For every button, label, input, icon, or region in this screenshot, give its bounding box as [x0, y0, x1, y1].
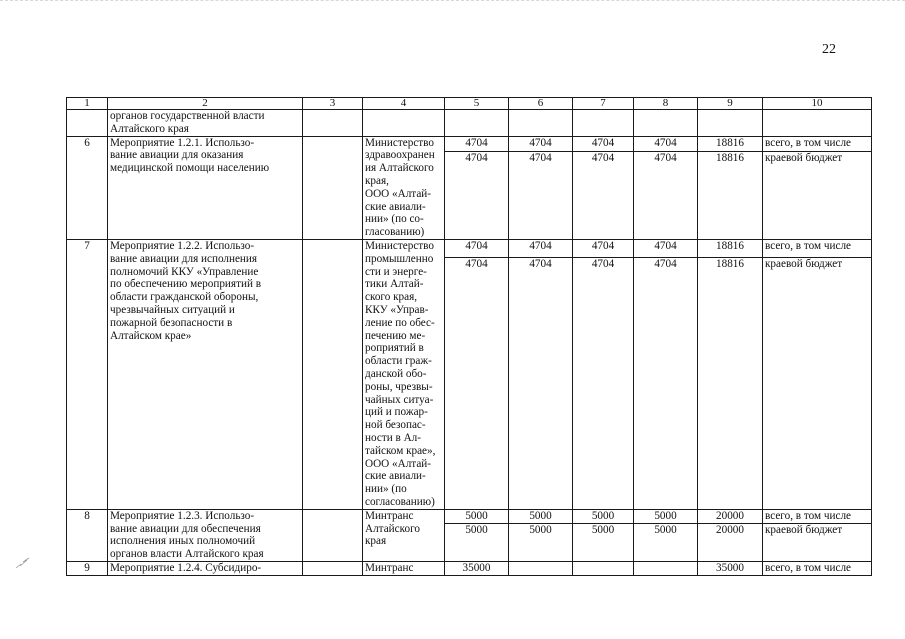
- table-row-7: [67, 239, 872, 257]
- total-cell: 18816: [698, 151, 763, 239]
- header-cell: 9: [698, 98, 763, 110]
- value-cell: 5000: [445, 509, 509, 523]
- value-cell: [573, 561, 634, 575]
- value-cell: 4704: [573, 239, 634, 257]
- value-cell: 4704: [634, 136, 698, 151]
- total-cell: 18816: [698, 239, 763, 257]
- value-cell: 4704: [634, 151, 698, 239]
- measure-text: Мероприятие 1.2.3. Использо- вание авиации для обеспечения исполнения иных полномочий органов власти Алтайского края: [108, 509, 303, 561]
- value-cell: 4704: [445, 257, 509, 509]
- value-cell: 4704: [573, 257, 634, 509]
- value-cell: 4704: [509, 136, 573, 151]
- empty-cell: [303, 561, 363, 575]
- value-cell: 4704: [445, 151, 509, 239]
- source-cell: краевой бюджет: [763, 151, 872, 239]
- total-cell: 18816: [698, 136, 763, 151]
- table-row-9: [67, 561, 872, 575]
- empty-cell: [303, 110, 363, 137]
- header-cell: 4: [363, 98, 445, 110]
- value-cell: 4704: [573, 136, 634, 151]
- empty-cell: [573, 110, 634, 137]
- row-number: 6: [67, 136, 108, 239]
- value-cell: 4704: [573, 151, 634, 239]
- source-cell: всего, в том числе: [763, 509, 872, 523]
- row-number: 7: [67, 239, 108, 509]
- value-cell: 5000: [445, 523, 509, 561]
- row-number-cell: [67, 110, 108, 137]
- header-cell: 8: [634, 98, 698, 110]
- total-cell: 18816: [698, 257, 763, 509]
- source-cell: краевой бюджет: [763, 523, 872, 561]
- margin-pen-mark: [14, 556, 30, 570]
- empty-cell: [363, 110, 445, 137]
- header-cell: 2: [108, 98, 303, 110]
- program-table: [66, 97, 872, 576]
- empty-cell: [509, 110, 573, 137]
- header-cell: 5: [445, 98, 509, 110]
- value-cell: 4704: [445, 136, 509, 151]
- value-cell: 4704: [509, 151, 573, 239]
- empty-cell: [698, 110, 763, 137]
- table-row-8: [67, 509, 872, 523]
- executor-text: Минтранс: [363, 561, 445, 575]
- source-cell: всего, в том числе: [763, 561, 872, 575]
- source-cell: краевой бюджет: [763, 257, 872, 509]
- value-cell: 4704: [634, 239, 698, 257]
- empty-cell: [763, 110, 872, 137]
- empty-cell: [634, 110, 698, 137]
- value-cell: 4704: [509, 257, 573, 509]
- value-cell: 5000: [573, 523, 634, 561]
- header-cell: 1: [67, 98, 108, 110]
- total-cell: 20000: [698, 523, 763, 561]
- value-cell: 5000: [509, 523, 573, 561]
- empty-cell: [445, 110, 509, 137]
- header-row: [67, 98, 872, 110]
- executor-text: Минтранс Алтайского края: [363, 509, 445, 561]
- header-cell: 7: [573, 98, 634, 110]
- value-cell: [509, 561, 573, 575]
- measure-text: органов государственной власти Алтайского края: [108, 110, 303, 137]
- source-cell: всего, в том числе: [763, 239, 872, 257]
- total-cell: 35000: [698, 561, 763, 575]
- row-number: 9: [67, 561, 108, 575]
- page-number: 22: [822, 42, 836, 57]
- table-row-6: [67, 136, 872, 151]
- empty-cell: [303, 136, 363, 239]
- value-cell: 5000: [634, 509, 698, 523]
- row-number: 8: [67, 509, 108, 561]
- value-cell: 35000: [445, 561, 509, 575]
- header-cell: 3: [303, 98, 363, 110]
- table-row-continuation: [67, 110, 872, 137]
- value-cell: 5000: [573, 509, 634, 523]
- empty-cell: [303, 509, 363, 561]
- value-cell: 4704: [634, 257, 698, 509]
- header-cell: 6: [509, 98, 573, 110]
- value-cell: [634, 561, 698, 575]
- header-cell: 10: [763, 98, 872, 110]
- total-cell: 20000: [698, 509, 763, 523]
- measure-text: Мероприятие 1.2.2. Использо- вание авиации для исполнения полномочий ККУ «Управление по обеспечению мероприятий в области гражданской обороны, чрезвычайных ситуаций и пожарной безопасности в Алтайском крае»: [108, 239, 303, 509]
- source-cell: всего, в том числе: [763, 136, 872, 151]
- value-cell: 4704: [509, 239, 573, 257]
- scan-edge-line: [0, 0, 905, 2]
- measure-text: Мероприятие 1.2.4. Субсидиро-: [108, 561, 303, 575]
- value-cell: 5000: [509, 509, 573, 523]
- empty-cell: [303, 239, 363, 509]
- executor-text: Министерство здравоохранен ия Алтайского края, ООО «Алтай- ские авиали- нии» (по со- гласованию): [363, 136, 445, 239]
- executor-text: Министерство промышленно сти и энерге- тики Алтай- ского края, ККУ «Управ- ление по обес- печению ме- роприятий в области граж- данской обо- роны, чрезвы- чайных ситуа- ций и пожар- ной безопас- ности в Ал- тайском крае», ООО «Алтай- ские авиали- нии» (по согласованию): [363, 239, 445, 509]
- value-cell: 4704: [445, 239, 509, 257]
- measure-text: Мероприятие 1.2.1. Использо- вание авиации для оказания медицинской помощи населению: [108, 136, 303, 239]
- value-cell: 5000: [634, 523, 698, 561]
